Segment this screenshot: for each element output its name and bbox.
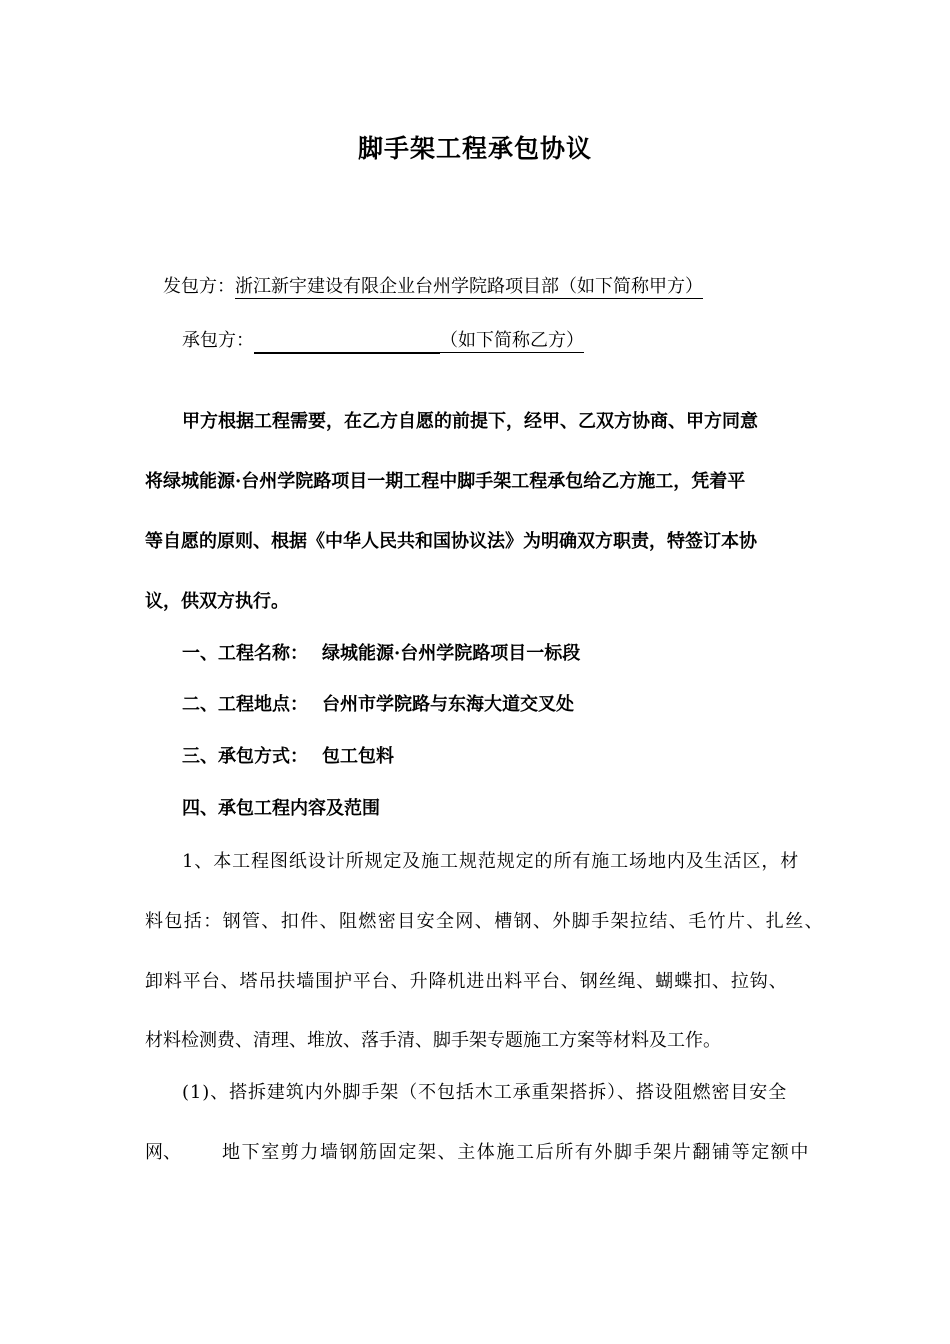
party-a-label: 发包方： xyxy=(163,276,235,297)
party-a-line xyxy=(163,274,703,300)
section-label: 一、工程名称： xyxy=(182,643,308,664)
document-title: 脚手架工程承包协议 xyxy=(357,134,592,163)
intro-line-3: 等自愿的原则、根据《中华人民共和国协议法》为明确双方职责，特签订本协 xyxy=(145,531,757,552)
section-scope xyxy=(182,796,380,822)
section-project-name xyxy=(182,641,580,667)
section-contract-method xyxy=(182,744,394,770)
item1-sub-line-2b: 地下室剪力墙钢筋固定架、主体施工后所有外脚手架片翻铺等定额中 xyxy=(222,1142,810,1163)
party-b-field xyxy=(254,330,584,353)
item1-sub-line-2a: 网、 xyxy=(145,1142,181,1163)
section-label: 二、工程地点： xyxy=(182,694,308,715)
section-value: 台州市学院路与东海大道交叉处 xyxy=(322,694,574,715)
party-b-label: 承包方： xyxy=(182,330,254,351)
intro-line-1: 甲方根据工程需要，在乙方自愿的前提下，经甲、乙双方协商、甲方同意 xyxy=(182,411,758,432)
intro-line-2: 将绿城能源·台州学院路项目一期工程中脚手架工程承包给乙方施工，凭着平 xyxy=(145,471,746,492)
section-label: 三、承包方式： xyxy=(182,746,308,767)
section-value: 绿城能源·台州学院路项目一标段 xyxy=(322,643,581,664)
section-label: 四、承包工程内容及范围 xyxy=(182,798,380,819)
section-project-location xyxy=(182,692,574,718)
intro-line-4: 议，供双方执行。 xyxy=(145,591,289,612)
item1-line-3: 卸料平台、塔吊扶墙围护平台、升降机进出料平台、钢丝绳、蝴蝶扣、拉钩、 xyxy=(145,971,788,992)
party-a-value: 浙江新宇建设有限企业台州学院路项目部（如下简称甲方） xyxy=(235,276,703,297)
party-b-line xyxy=(182,328,584,354)
item1-line-4: 材料检测费、清理、堆放、落手清、脚手架专题施工方案等材料及工作。 xyxy=(145,1030,721,1051)
item1-sub-line-1: (1)、搭拆建筑内外脚手架（不包括木工承重架搭拆）、搭设阻燃密目安全 xyxy=(182,1082,788,1103)
section-value: 包工包料 xyxy=(322,746,394,767)
party-b-blank xyxy=(254,333,440,354)
item1-line-2: 料包括：钢管、扣件、阻燃密目安全网、槽钢、外脚手架拉结、毛竹片、扎丝、 xyxy=(145,911,824,932)
party-b-suffix: （如下简称乙方） xyxy=(440,330,584,351)
item1-line-1: 1、本工程图纸设计所规定及施工规范规定的所有施工场地内及生活区，材 xyxy=(182,851,800,872)
